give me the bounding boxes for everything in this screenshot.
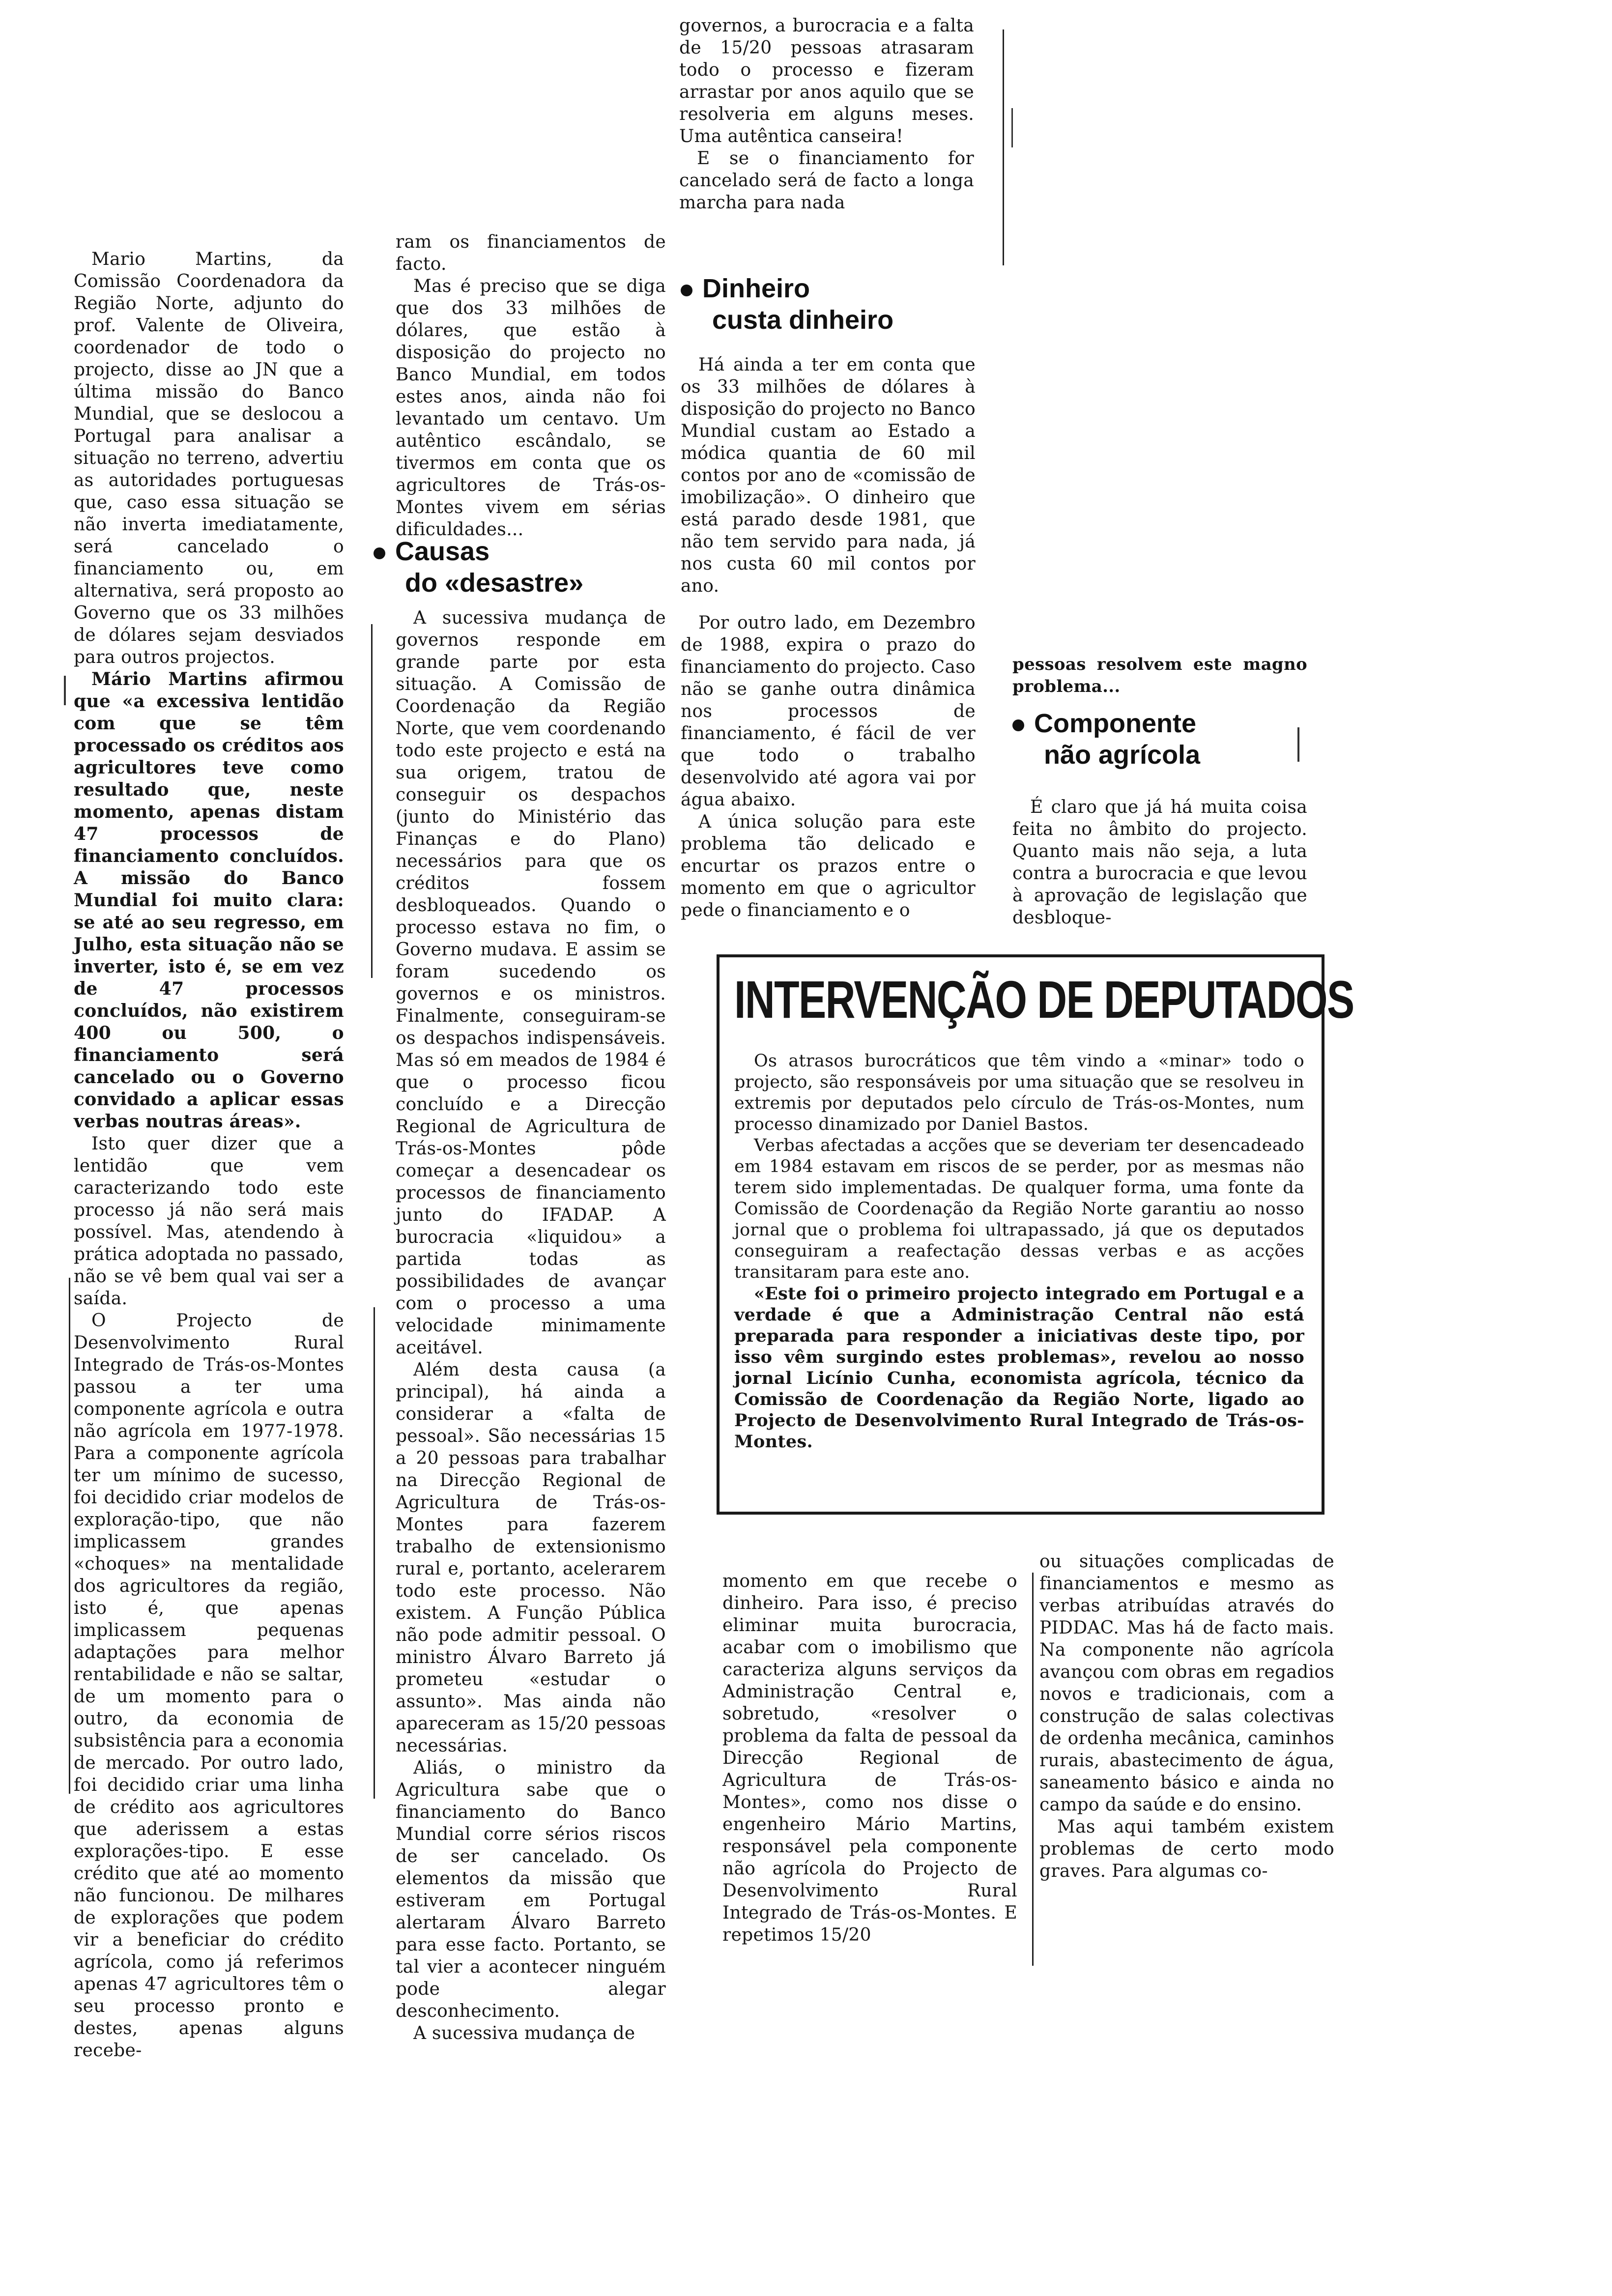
top-continuation [679,15,980,214]
column-divider [374,1307,375,1799]
top-paragraph-2: E se o financiamento for cancelado será de facto a longa marcha para nada [679,148,980,213]
col3-paragraph: A única solução para este problema tão delicado e encurtar os prazos entre o momento em que o agricultor pede o financiamento e o [681,812,981,920]
subhead-line-1: Causas [395,537,490,566]
col1-paragraph: O Projecto de Desenvolvimento Rural Integrado de Trás-os-Montes passou a ter uma componente agrícola e outra não agrícola em 1977-1978. Para a componente agrícola ter um mínimo de sucesso, foi decidido criar modelos de exploração-tipo, que não implicassem grandes «choques» na mentalidade dos agricultores da região, isto é, que apenas implicassem pequenas adaptações para melhor rentabilidade e não se saltar, de um momento para o outro, da economia de subsistência para a economia de mercado. Por outro lado, foi decidido criar uma linha de crédito aos agricultores que aderissem a estas explorações-tipo. E esse crédito que até ao momento não funcionou. De milhares de explorações que podem vir a beneficiar do crédito agrícola, como já referimos apenas 47 agricultores têm o seu processo pronto e destes, apenas alguns recebe- [74,1311,350,2061]
right-margin-rule [1003,29,1004,265]
scan-artifact [1011,108,1013,147]
col2-paragraph: ram os financiamentos de facto. [396,232,672,274]
scan-artifact [1297,727,1299,762]
col2-paragraph: Além desta causa (a principal), há ainda a considerar a «falta de pessoal». São necessárias 15 a 20 pessoas para trabalhar na Direcção Regional de Agricultura de Trás-os-Montes para fazerem trabalho de extensionismo rural e, portanto, acelerarem todo este processo. Não existem. A Função Pública não pode admitir pessoal. O ministro Álvaro Barreto já prometeu «estudar o assunto». Mas ainda não apareceram as 15/20 pessoas necessárias. [396,1360,672,1756]
top-paragraph-1: governos, a burocracia e a falta de 15/20 pessoas atrasaram todo o processo e fizeram arrastar por anos aquilo que se resolveria em alguns meses. Uma autêntica canseira! [679,16,980,146]
bullet-icon [681,285,692,296]
subhead-line-1: Componente [1034,709,1196,738]
column-4-lower [1039,1550,1340,1882]
box-paragraph-quote: «Este foi o primeiro projecto integrado em Portugal e a verdade é que a Administração Central não está preparada para responder a iniciativas deste tipo, por isso vêm surgindo estes problemas», revelou ao nosso jornal Licínio Cunha, economista agrícola, técnico da Comissão de Coordenação da Região Norte, ligado ao Projecto de Desenvolvimento Rural Integrado de Trás-os-Montes. [734,1284,1311,1452]
scan-artifact [64,676,66,705]
col3-paragraph: momento em que recebe o dinheiro. Para isso, é preciso eliminar muita burocracia, acabar com o imobilismo que caracteriza alguns serviços da Administração Central e, sobretudo, «resolver o problema da falta de pessoal da Direcção Regional de Agricultura de Trás-os-Montes», como nos disse o engenheiro Mário Martins, responsável pela componente não agrícola do Projecto de Desenvolvimento Rural Integrado de Trás-os-Montes. E repetimos 15/20 [722,1571,1023,1945]
column-2-lower [396,607,672,2044]
col2-paragraph: Mas é preciso que se diga que dos 33 milhões de dólares, que estão à disposição do projecto no Banco Mundial, em todos estes anos, ainda não foi levantado um centavo. Um autêntico escândalo, se tivermos em conta que os agricultores de Trás-os-Montes vivem em sérias dificuldades... [396,276,672,540]
column-4-upper [1012,654,1314,698]
col2-paragraph: A sucessiva mudança de [413,2023,635,2043]
bullet-icon [374,547,385,559]
deputados-box [717,954,1354,1515]
subhead-line-2: não agrícola [1044,740,1201,770]
subhead-line-1: Dinheiro [702,274,810,303]
col3-paragraph: Por outro lado, em Dezembro de 1988, expira o prazo do financiamento do projecto. Caso não se ganhe outra dinâmica nos processos de financiamento, é fácil de ver que todo o trabalho desenvolvido até agora vai por água abaixo. [681,613,981,810]
col1-paragraph: Mario Martins, da Comissão Coordenadora da Região Norte, adjunto do prof. Valente de Oliveira, coordenador de todo o projecto, disse ao JN que a última missão do Banco Mundial, que se deslocou a Portugal para analisar a situação no terreno, advertiu as autoridades portuguesas que, caso essa situação se não inverta imediatamente, será cancelado o financiamento ou, em alternativa, será proposto ao Governo que os 33 milhões de dólares sejam desviados para outros projectos. [74,249,350,667]
subhead-componente [1012,708,1200,771]
col2-paragraph: A sucessiva mudança de governos responde em grande parte por esta situação. A Comissão de Coordenação da Região Norte, que vem coordenando todo este projecto e está na sua origem, tratou de conseguir os despachos (junto do Ministério das Finanças e do Plano) necessários para que os créditos fossem desbloqueados. Quando o processo estava no fim, o Governo mudava. E assim se foram sucedendo os governos e os ministros. Finalmente, conseguiram-se os despachos indispensáveis. Mas só em meados de 1984 é que o processo ficou concluído e a Direcção Regional de Agricultura de Trás-os-Montes pôde começar a desencadear os processos de financiamento junto do IFADAP. A burocracia «liquidou» a partida todas as possibilidades de avançar com o processo a uma velocidade minimamente aceitável. [396,608,672,1358]
column-2-upper [396,231,672,541]
column-3-upper [681,354,981,921]
column-divider [69,1278,70,1794]
bullet-icon [1012,719,1024,731]
column-divider [371,624,373,978]
col4-paragraph: pessoas resolvem este magno problema... [1012,655,1314,696]
col1-paragraph-quote: Mário Martins afirmou que «a excessiva lentidão com que se têm processado os créditos aos agricultores teve como resultado que, neste momento, apenas distam 47 processos de financiamento concluídos. A missão do Banco Mundial foi muito clara: se até ao seu regresso, em Julho, esta situação não se inverter, isto é, se em vez de 47 processos concluídos, não existirem 400 ou 500, o financiamento será cancelado ou o Governo convidado a aplicar essas verbas noutras áreas». [74,669,350,1132]
col2-paragraph: Aliás, o ministro da Agricultura sabe que o financiamento do Banco Mundial corre sérios riscos de ser cancelado. Os elementos da missão que estiveram em Portugal alertaram Álvaro Barreto para esse facto. Portanto, se tal vier a acontecer ninguém pode alegar desconhecimento. [396,1758,672,2021]
subhead-dinheiro [681,273,893,336]
column-1 [74,248,350,2062]
subhead-line-2: do «desastre» [405,568,584,598]
column-4-middle [1012,796,1313,929]
column-divider [1032,1573,1034,1966]
col4-paragraph: É claro que já há muita coisa feita no âmbito do projecto. Quanto mais não seja, a luta contra a burocracia e que levou à aprovação de legislação que desbloque- [1012,797,1313,928]
subhead-causas [374,536,583,599]
box-paragraph: Os atrasos burocráticos que têm vindo a «minar» todo o projecto, são responsáveis por uma situação que se resolveu in extremis por deputados pelo círculo de Trás-os-Montes, num processo dinamizado por Daniel Bastos. [734,1051,1310,1134]
box-body [734,1051,1311,1452]
col1-paragraph: Isto quer dizer que a lentidão que vem caracterizando todo este processo já não será mais possível. Mas, atendendo à prática adoptada no passado, não se vê bem qual vai ser a saída. [74,1134,350,1309]
box-title: INTERVENÇÃO DE DEPUTADOS [734,970,1354,1029]
col3-paragraph: Há ainda a ter em conta que os 33 milhões de dólares à disposição do projecto no Banco Mundial custam ao Estado a módica quantia de 60 mil contos por ano de «comissão de imobilização». O dinheiro que está parado desde 1981, que não tem servido para nada, já nos custa 60 mil contos por ano. [681,355,981,596]
column-3-lower [722,1570,1023,1946]
col4-paragraph: Mas aqui também existem problemas de certo modo graves. Para algumas co- [1039,1817,1340,1881]
box-paragraph: Verbas afectadas a acções que se deveriam ter desencadeado em 1984 estavam em riscos de se perder, por as mesmas não terem sido implementadas. De qualquer forma, uma fonte da Comissão de Coordenação da Região Norte garantiu ao nosso jornal que o problema foi ultrapassado, já que os deputados conseguiram a reafectação dessas verbas e as acções transitaram para este ano. [734,1136,1310,1282]
subhead-line-2: custa dinheiro [712,305,894,335]
col4-paragraph: ou situações complicadas de financiamentos e mesmo as verbas atribuídas através do PIDDAC. Mas há de facto mais. Na componente não agrícola avançou com obras em regadios novos e tradicionais, com a construção de salas colectivas de ordenha mecânica, caminhos rurais, abastecimento de água, saneamento básico e ainda no campo da saúde e do ensino. [1039,1551,1340,1815]
